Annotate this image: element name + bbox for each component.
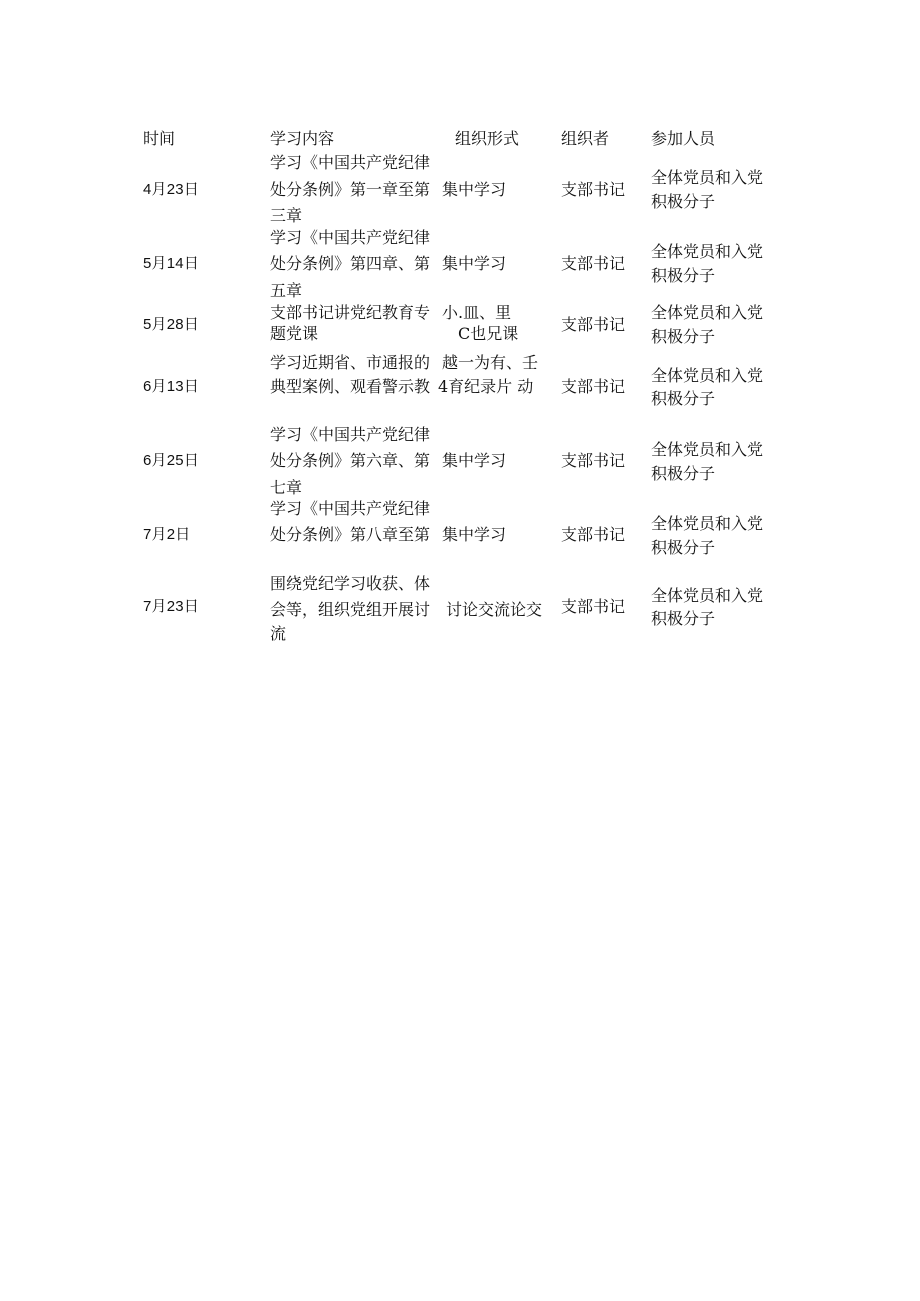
row6-organizer: 支部书记	[561, 525, 626, 544]
row4-participants-line2: 积极分子	[651, 389, 716, 408]
row1-content-line3: 三章	[270, 206, 303, 225]
header-content: 学习内容	[270, 129, 335, 148]
row5-date: 6月25日	[143, 452, 200, 469]
row3-form-line1: 小.皿、里	[442, 303, 512, 322]
row2-content-line3: 五章	[270, 281, 303, 300]
row2-participants-line2: 积极分子	[651, 266, 716, 285]
row4-participants-line1: 全体党员和入党	[651, 366, 764, 385]
row2-content-line2: 处分条例》第四章、第	[270, 254, 431, 273]
row3-date: 5月28日	[143, 316, 200, 333]
row7-organizer: 支部书记	[561, 597, 626, 616]
row4-content-line2: 典型案例、观看警示教	[270, 377, 431, 396]
row4-form-line1: 越一为有、壬	[442, 353, 539, 372]
row4-content-line1: 学习近期省、市通报的	[270, 353, 431, 372]
row4-organizer: 支部书记	[561, 377, 626, 396]
row2-organizer: 支部书记	[561, 254, 626, 273]
row3-organizer: 支部书记	[561, 315, 626, 334]
row2-date: 5月14日	[143, 255, 200, 272]
row7-content-line2: 会等，组织党组开展讨	[270, 600, 431, 619]
row6-content-line1: 学习《中国共产党纪律	[270, 499, 431, 518]
row7-participants-line2: 积极分子	[651, 609, 716, 628]
row7-date: 7月23日	[143, 598, 200, 615]
row3-content-line1: 支部书记讲党纪教育专	[270, 303, 431, 322]
row6-participants-line2: 积极分子	[651, 538, 716, 557]
row2-participants-line1: 全体党员和入党	[651, 242, 764, 261]
header-form: 组织形式	[455, 129, 520, 148]
row2-content-line1: 学习《中国共产党纪律	[270, 228, 431, 247]
row1-content-line2: 处分条例》第一章至第	[270, 180, 431, 199]
row1-date: 4月23日	[143, 181, 200, 198]
row3-participants-line2: 积极分子	[651, 327, 716, 346]
header-participants: 参加人员	[651, 129, 716, 148]
header-organizer: 组织者	[561, 129, 610, 148]
row5-content-line1: 学习《中国共产党纪律	[270, 425, 431, 444]
row6-participants-line1: 全体党员和入党	[651, 514, 764, 533]
row1-organizer: 支部书记	[561, 180, 626, 199]
row6-form: 集中学习	[442, 525, 507, 544]
row3-participants-line1: 全体党员和入党	[651, 303, 764, 322]
row5-organizer: 支部书记	[561, 451, 626, 470]
row1-form: 集中学习	[442, 180, 507, 199]
row7-content-line3: 流	[270, 624, 287, 643]
row1-participants-line1: 全体党员和入党	[651, 168, 764, 187]
row7-content-line1: 围绕党纪学习收获、体	[270, 574, 431, 593]
row7-participants-line1: 全体党员和入党	[651, 586, 764, 605]
row2-form: 集中学习	[442, 254, 507, 273]
row4-date: 6月13日	[143, 378, 200, 395]
row5-form: 集中学习	[442, 451, 507, 470]
row1-content-line1: 学习《中国共产党纪律	[270, 153, 431, 172]
row3-content-line2: 题党课	[270, 324, 319, 343]
row7-form: 讨论交流论交	[446, 600, 543, 619]
row5-content-line2: 处分条例》第六章、第	[270, 451, 431, 470]
row5-participants-line1: 全体党员和入党	[651, 440, 764, 459]
row6-content-line2: 处分条例》第八章至第	[270, 525, 431, 544]
row4-form-line2: 4育纪录片 动	[438, 377, 534, 396]
row6-date: 7月2日	[143, 526, 191, 543]
row1-participants-line2: 积极分子	[651, 192, 716, 211]
row5-content-line3: 七章	[270, 478, 303, 497]
row3-form-line2: C也兄课	[458, 324, 519, 343]
row5-participants-line2: 积极分子	[651, 464, 716, 483]
header-time: 时间	[143, 129, 176, 148]
